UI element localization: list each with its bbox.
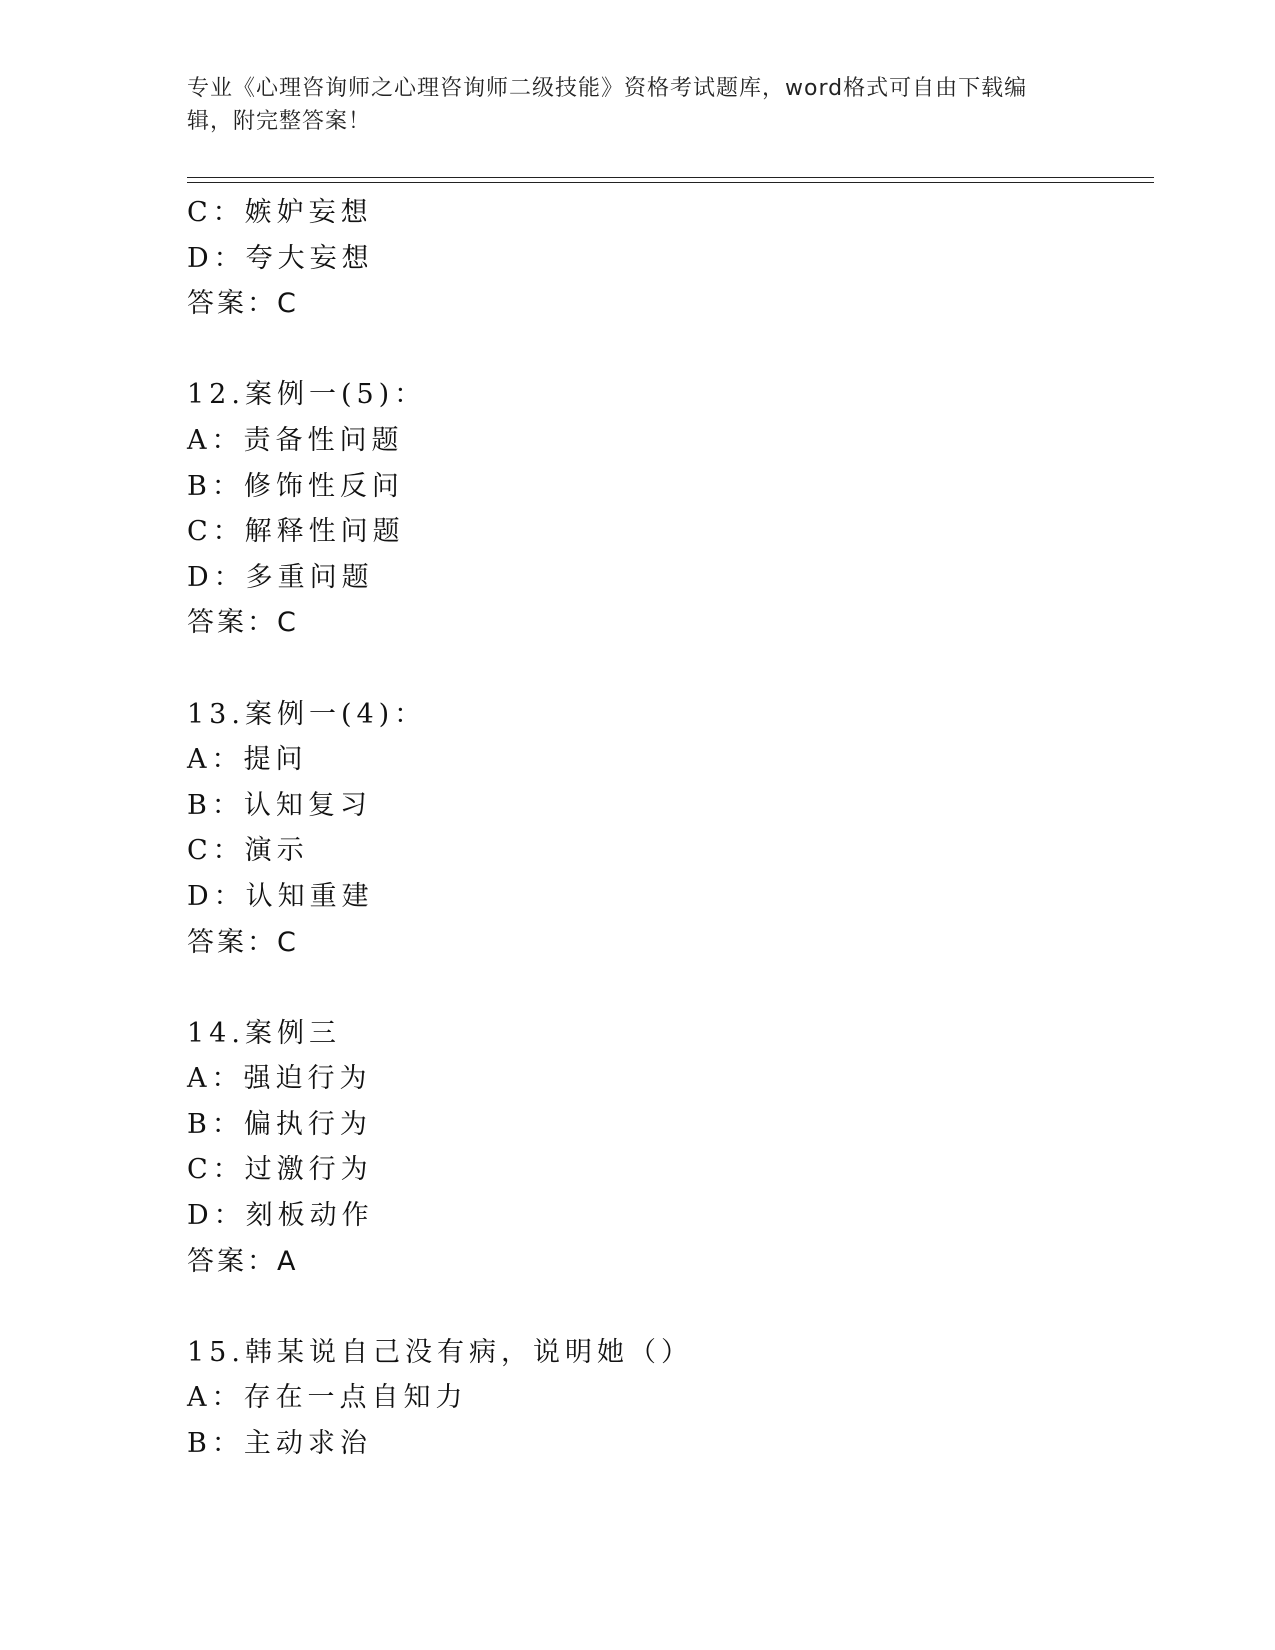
option-b: B：认知复习 <box>187 789 372 821</box>
option-c: C：演示 <box>187 835 309 867</box>
option-a: A：提问 <box>187 744 308 776</box>
option-c: C：解释性问题 <box>187 516 405 548</box>
spacer <box>187 327 1147 373</box>
question-block-15 <box>187 1330 1147 1467</box>
option-b: B：主动求治 <box>187 1428 372 1460</box>
option-d: D：多重问题 <box>187 561 374 593</box>
option-d: D：夸大妄想 <box>187 242 374 274</box>
question-block-12 <box>187 372 1147 646</box>
answer-line: 答案：A <box>187 1245 299 1277</box>
option-a: A：责备性问题 <box>187 424 404 456</box>
option-a: A：强迫行为 <box>187 1063 372 1095</box>
question-list <box>187 190 1147 1467</box>
question-title: 12.案例一(5)： <box>187 379 427 411</box>
question-block-13 <box>187 692 1147 966</box>
option-b: B：偏执行为 <box>187 1108 372 1140</box>
question-title: 14.案例三 <box>187 1017 341 1049</box>
question-block-14 <box>187 1011 1147 1285</box>
header-divider-bottom <box>187 182 1154 183</box>
option-d: D：刻板动作 <box>187 1200 374 1232</box>
option-a: A：存在一点自知力 <box>187 1382 468 1414</box>
question-block-11 <box>187 190 1147 327</box>
question-title: 13.案例一(4)： <box>187 698 427 730</box>
option-d: D：认知重建 <box>187 880 374 912</box>
document-header: 专业《心理咨询师之心理咨询师二级技能》资格考试题库，word格式可自由下载编辑，附完整答案！ <box>187 76 1028 134</box>
option-c: C：嫉妒妄想 <box>187 197 373 228</box>
spacer <box>187 1284 1147 1330</box>
answer-line: 答案：C <box>187 288 299 320</box>
question-title: 15.韩某说自己没有病，说明她（） <box>187 1336 693 1368</box>
answer-line: 答案：C <box>187 926 299 958</box>
option-b: B：修饰性反问 <box>187 470 404 502</box>
header-divider-top <box>187 177 1154 178</box>
spacer <box>187 965 1147 1011</box>
answer-line: 答案：C <box>187 607 299 639</box>
option-c: C：过激行为 <box>187 1154 373 1186</box>
spacer <box>187 646 1147 692</box>
